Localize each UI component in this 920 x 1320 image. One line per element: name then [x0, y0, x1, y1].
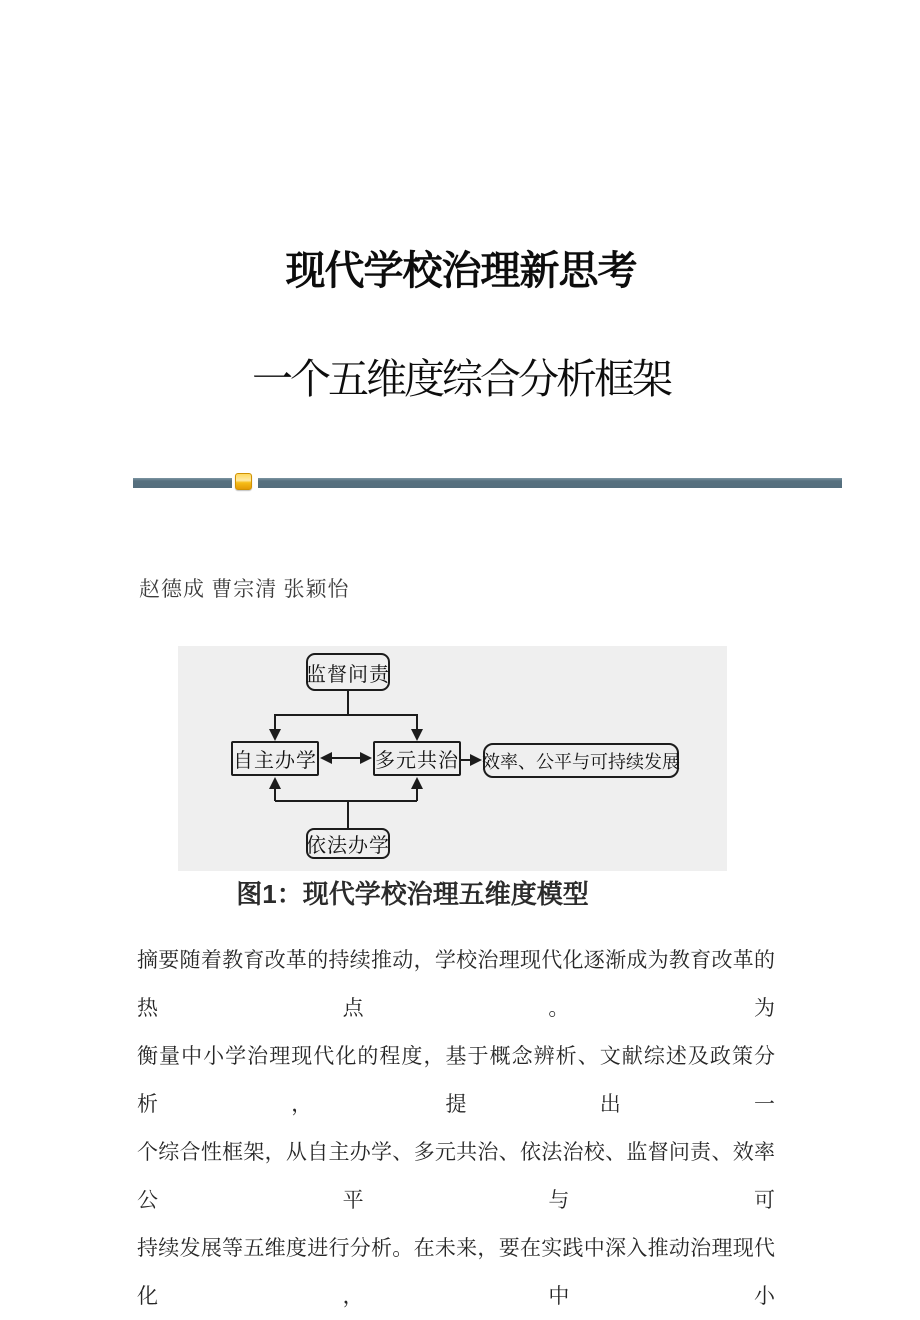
- diagram-node-co-governance: 多元共治: [373, 741, 461, 776]
- figure-caption: 图1：现代学校治理五维度模型: [236, 879, 589, 909]
- document-title: 现代学校治理新思考: [285, 247, 637, 293]
- diagram-node-law-based: 依法办学: [306, 828, 390, 859]
- abstract-line: 持续发展等五维度进行分析。在未来，要在实践中深入推动治理现代化，中小: [137, 1236, 775, 1308]
- abstract-line: 个综合性框架，从自主办学、多元共治、依法治校、监督问责、效率公平与可: [137, 1140, 775, 1212]
- abstract-paragraph: [137, 936, 775, 1320]
- authors-line: 赵德成 曹宗清 张颖怡: [139, 577, 350, 601]
- diagram-node-outcome: 效率、公平与可持续发展: [483, 743, 679, 778]
- divider-ornament-icon: [235, 473, 252, 490]
- figure-diagram: [178, 646, 727, 871]
- abstract-line: 摘要随着教育改革的持续推动，学校治理现代化逐渐成为教育改革的热点。为: [137, 948, 775, 1020]
- document-subtitle: 一个五维度综合分析框架: [252, 356, 670, 403]
- diagram-node-supervision: 监督问责: [306, 653, 390, 691]
- divider-bar-left: [133, 478, 232, 488]
- diagram-node-autonomy: 自主办学: [231, 741, 319, 776]
- abstract-line: 衡量中小学治理现代化的程度，基于概念辨析、文献综述及政策分析，提出一: [137, 1044, 775, 1116]
- divider-bar-right: [258, 478, 842, 488]
